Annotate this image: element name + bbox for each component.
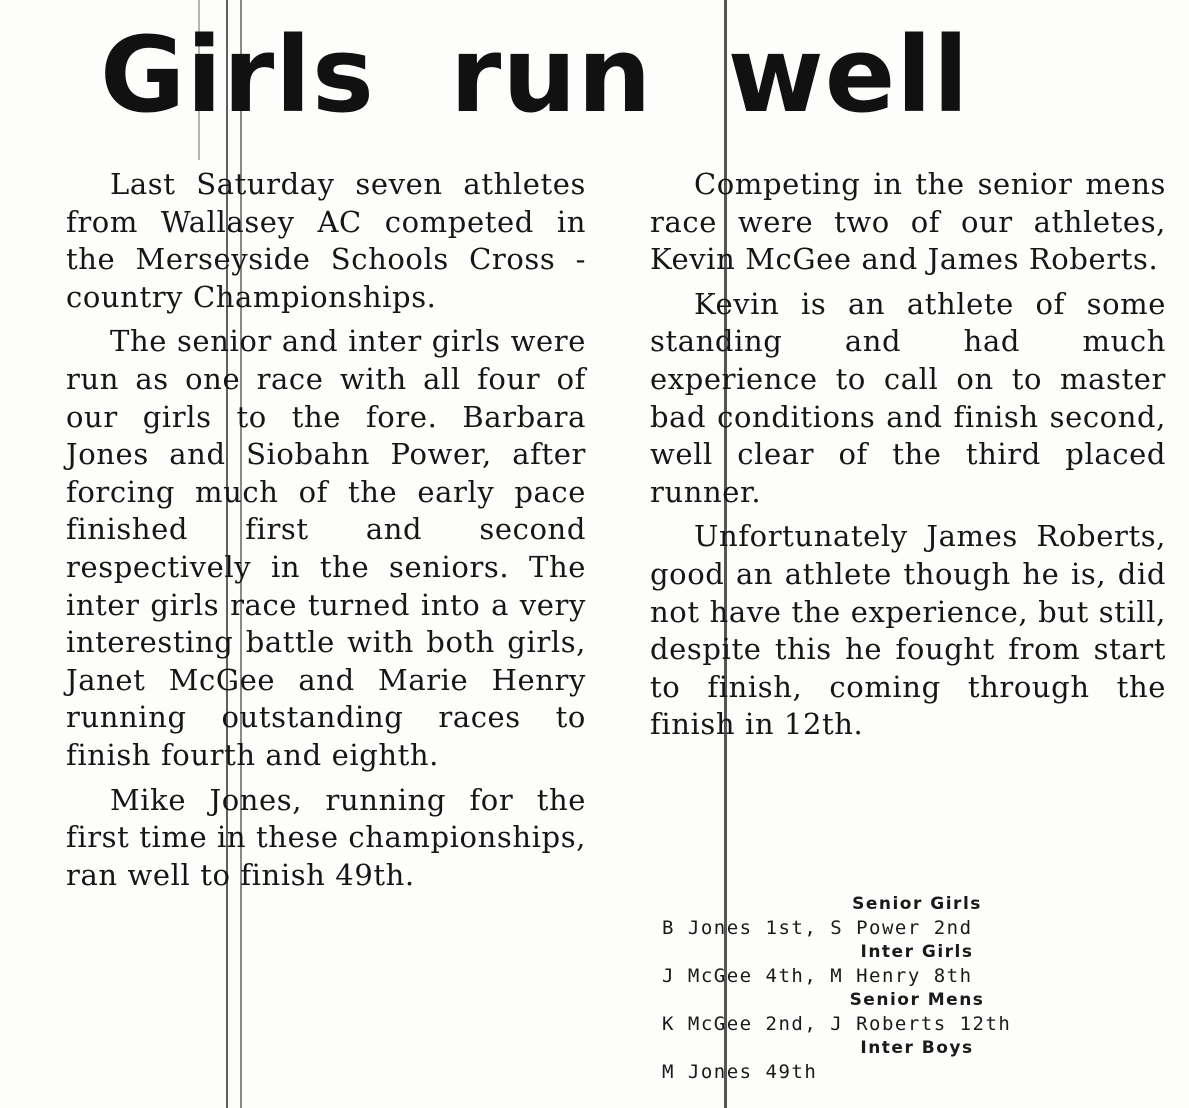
results-line: K McGee 2nd, J Roberts 12th: [662, 1013, 1012, 1035]
results-line: J McGee 4th, M Henry 8th: [662, 965, 973, 987]
article-left-column: [66, 166, 586, 901]
results-line: B Jones 1st, S Power 2nd: [662, 917, 973, 939]
headline: Girls run well: [100, 14, 970, 136]
paragraph: Competing in the senior mens race were two of our athletes, Kevin McGee and James Roberts.: [650, 167, 1166, 277]
paragraph: Unfortunately James Roberts, good an athlete though he is, did not have the experience, but still, despite this he fought from start to finish, coming through the finish in 12th.: [650, 519, 1166, 742]
article-right-column: [650, 166, 1166, 751]
paragraph: The senior and inter girls were run as one race with all four of our girls to the fore. Barbara Jones and Siobahn Power, after forcing much of the early pace finished first and second respectively in the seniors. The inter girls race turned into a very interesting battle with both girls, Janet McGee and Marie Henry running outstanding races to finish fourth and eighth.: [66, 324, 586, 772]
paragraph: Mike Jones, running for the first time in these championships, ran well to finish 49th.: [66, 782, 586, 892]
results-category: Inter Girls: [860, 942, 974, 962]
results-category: Senior Mens: [849, 990, 985, 1010]
results-category: Senior Girls: [852, 894, 982, 914]
results-category: Inter Boys: [860, 1038, 974, 1058]
paragraph: Last Saturday seven athletes from Wallasey AC competed in the Merseyside Schools Cross - country Championships.: [66, 167, 586, 314]
results-table: [662, 892, 1132, 1084]
results-line: M Jones 49th: [662, 1061, 818, 1083]
paragraph: Kevin is an athlete of some standing and had much experience to call on to master bad conditions and finish second, well clear of the third placed runner.: [650, 286, 1166, 509]
